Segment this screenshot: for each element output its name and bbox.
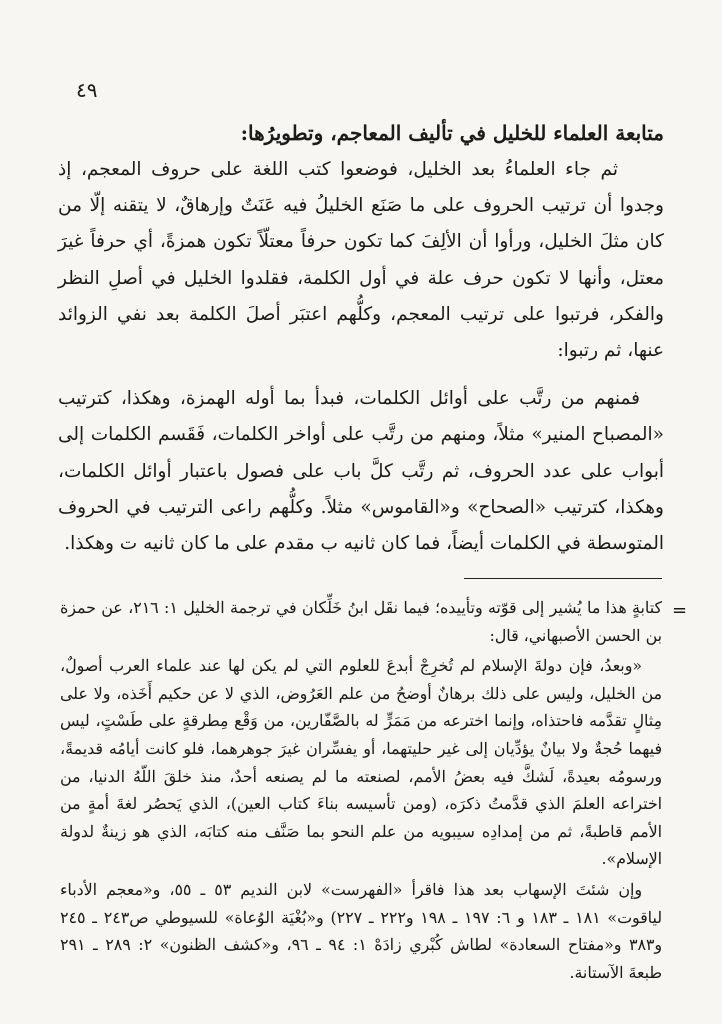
paragraph: ثم جاء العلماءُ بعد الخليل، فوضعوا كتب اللغة على حروف المعجم، إذ وجدوا أن ترتيب الحروف على ما صَنَع الخليلُ فيه عَنَتٌ وإرهاقٌ، لا يتقنه إلّا من كان مثلَ الخليل، ورأوا أن الألِفَ كما تكون حرفاً معتلّاً تكون همزةً، أي حرفاً غيرَ معتل، وأنها لا تكون حرف علة في أول الكلمة، فقلدوا الخليل في أصلِ النظر والفكر، فرتبوا على ترتيب المعجم، وكلُّهم اعتبَر أصلَ الكلمة بعد نفي الزوائد عنها، ثم رتبوا: bbox=[58, 159, 664, 362]
footnote-quote: «وبعدُ، فإن دولةَ الإسلام لم تُخرِجْ أبدعَ للعلوم التي لم يكن لها عند علماء العرب أصولٌ، من الخليل، وليس على ذلك برهانٌ أوضحُ من علم العَرُوض، الذي لا عن حكيم أَخَذه، ولا على مِثالٍ تقدَّمه فاحتذاه، وإنما اخترعه من مَمَرٍّ له بالصَّفّارين، من وَقْع مِطرقةٍ على طَسْتٍ، ليس فيهما حُجةٌ ولا بيانٌ يؤدِّيان إلى غير حليتهما، أو يفسِّران غيرَ جوهرهما، فلو كانت أيامُه قديمةً، ورسومُه بعيدةً، لَشكَّ فيه بعضُ الأمم، لصنعته ما لم يصنعه أحدٌ، منذ خلقَ اللّهُ الدنيا، من اختراعه العلمَ الذي قدَّمتُ ذكرَه، (ومن تأسيسه بناءَ كتاب العين)، الذي يَحصُر لغةَ أمةٍ من الأمم قاطبةً، ثم من إمدادِه سيبويه من علم النحو بما صَنَّف منه كتابَه، الذي هو زينةٌ لدولة الإسلام». bbox=[60, 656, 662, 869]
footnote-line: كتابةٍ هذا ما يُشير إلى قوّته وتأييده؛ فيما نقَل ابنُ خَلِّكان في ترجمة الخليل ١: ٢١٦، عن حمزة بن الحسن الأصبهاني، قال: bbox=[60, 598, 663, 645]
footnote-references: وإن شئتَ الإسهاب بعد هذا فاقرأ «الفهرست» لابن النديم ٥٣ ـ ٥٥، و«معجم الأدباء لياقوت» ١٨١ ـ ١٨٣ و ٦: ١٩٧ ـ ١٩٨ و٢٢٢ ـ ٢٢٧) و«بُغْيَة الوُعاة» للسيوطي ص٢٤٣ ـ ٢٤٥ و٣٨٣ و«مفتاح السعادة» لطاش كُبْري زادَهْ ١: ٩٤ ـ ٩٦، و«كشف الظنون» ٢: ٢٨٩ ـ ٢٩١ طبعةَ الآستانة. bbox=[60, 879, 663, 982]
section-heading: متابعة العلماء للخليل في تأليف المعاجم، وتطويرُها: bbox=[240, 121, 664, 145]
footnote-continuation-marker: = bbox=[672, 600, 688, 621]
footnote-divider bbox=[464, 578, 662, 579]
main-text bbox=[58, 116, 664, 562]
footnote bbox=[60, 594, 662, 986]
page-number: ٤٩ bbox=[76, 78, 98, 102]
paragraph: فمنهم من رتَّب على أوائل الكلمات، فبدأ بما أوله الهمزة، وهكذا، كترتيب «المصباح المنير» مثلاً، ومنهم من رتَّب على أواخر الكلمات، فَقَسم الكلمات إلى أبواب على عدد الحروف، ثم رتَّب كلَّ باب على فصول باعتبار أوائل الكلمات، وهكذا، كترتيب «الصحاح» و«القاموس» مثلاً. وكلُّهم راعى الترتيب في الحروف المتوسطة في الكلمات أيضاً، فما كان ثانيه ب مقدم على ما كان ثانيه ت وهكذا. bbox=[58, 388, 664, 555]
